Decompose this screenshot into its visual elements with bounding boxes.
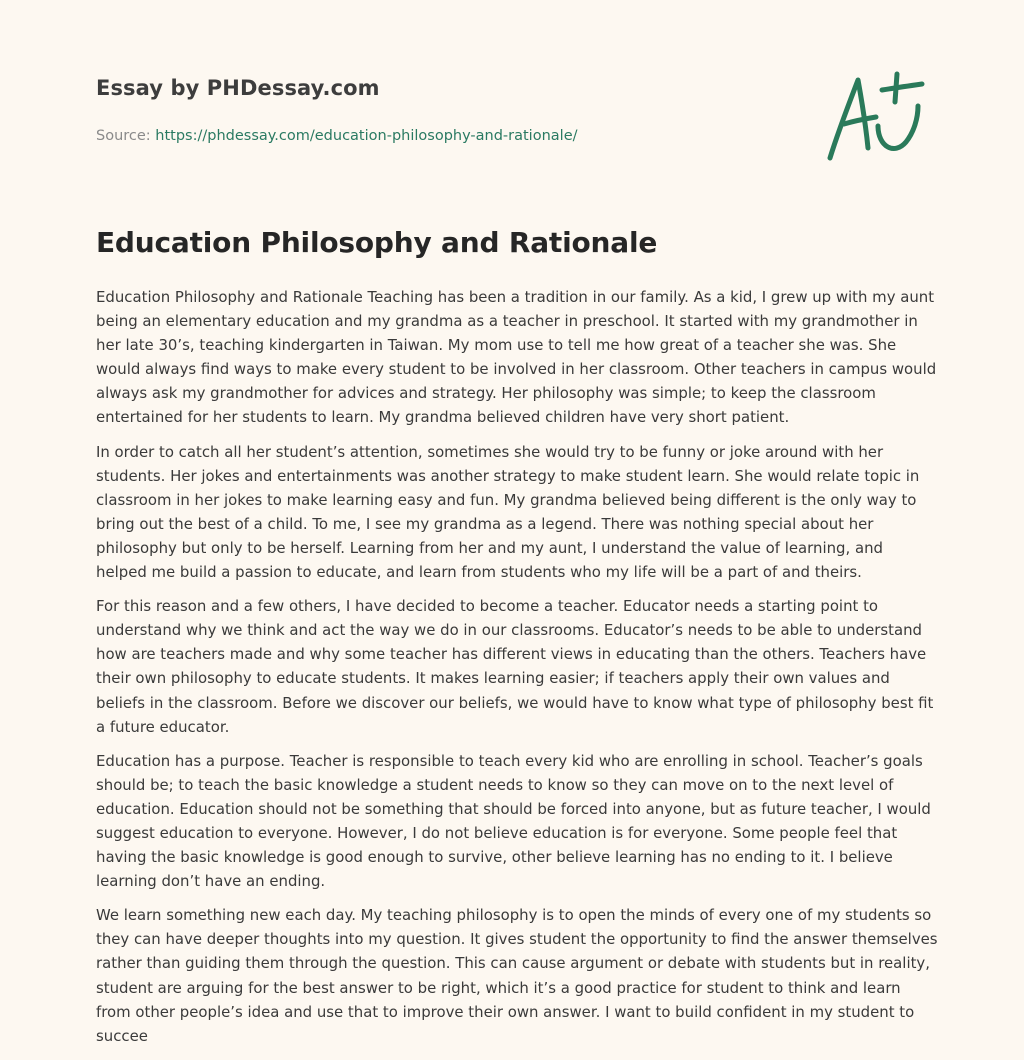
essay-paragraph: In order to catch all her student’s attention, sometimes she would try to be funny or joke around with her students. Her jokes and entertainments was another strategy to make student learn. She would relate topic in classroom in her jokes to make learning easy and fun. My grandma believed being different is the only way to bring out the best of a child. To me, I see my grandma as a legend. There was nothing special about her philosophy but only to be herself. Learning from her and my aunt, I understand the value of learning, and helped me build a passion to educate, and learn from students who my life will be a part of and theirs. [96,442,920,582]
essay-title: Education Philosophy and Rationale [96,226,658,259]
essay-paragraph: Education has a purpose. Teacher is responsible to teach every kid who are enrolling in school. Teacher’s goals should be; to teach the basic knowledge a student needs to know so they can move on to the next level of education. Education should not be something that should be forced into anyone, but as future teacher, I would suggest education to everyone. However, I do not believe education is for everyone. Some people feel that having the basic knowledge is good enough to survive, other believe learning has no ending to it. I believe learning don’t have an ending. [96,751,931,891]
essay-paragraph: We learn something new each day. My teaching philosophy is to open the minds of every one of my students so they can have deeper thoughts into my question. It gives student the opportunity to find the answer themselves rather than guiding them through the question. This can cause argument or debate with students but in reality, student are arguing for the best answer to be right, which it’s a good practice for student to think and learn from other people’s idea and use that to improve their own answer. I want to build confident in my student to succee [96,906,938,1045]
essay-paragraph: For this reason and a few others, I have decided to become a teacher. Educator needs a starting point to understand why we think and act the way we do in our classrooms. Educator’s needs to be able to understand how are teachers made and why some teacher has different views in educating than the others. Teachers have their own philosophy to educate students. It makes learning easier; if teachers apply their own values and beliefs in the classroom. Before we discover our beliefs, we would have to know what type of philosophy best fit a future educator. [96,597,934,736]
source-link[interactable]: https://phdessay.com/education-philosophy-and-rationale/ [155,128,578,144]
essay-paragraph: Education Philosophy and Rationale Teaching has been a tradition in our family. As a kid, I grew up with my aunt being an elementary education and my grandma as a teacher in preschool. It started with my grandmother in her late 30’s, teaching kindergarten in Taiwan. My mom use to tell me how great of a teacher she was. She would always find ways to make every student to be involved in her classroom. Other teachers in campus would always ask my grandmother for advices and strategy. Her philosophy was simple; to keep the classroom entertained for her students to learn. My grandma believed children have very short patient. [96,288,937,427]
essay-header [96,76,796,144]
source-label: Source: [96,128,151,144]
a-plus-logo-icon [822,66,932,166]
essay-body [96,285,938,1058]
source-line [96,128,796,144]
site-title: Essay by PHDessay.com [96,76,380,100]
